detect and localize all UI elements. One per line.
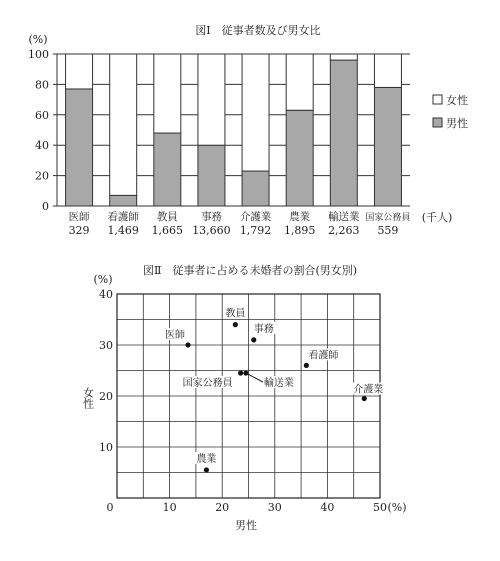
figure-2-points bbox=[162, 307, 385, 473]
point-label: 医師 bbox=[165, 330, 186, 341]
y-tick-label: 10 bbox=[99, 441, 113, 454]
bar-female-0 bbox=[66, 54, 93, 89]
data-point bbox=[233, 322, 238, 327]
x-category-label: 看護師 bbox=[107, 211, 139, 223]
data-point bbox=[238, 370, 243, 375]
figure-1-bars bbox=[66, 54, 402, 206]
point-label: 介護業 bbox=[353, 384, 384, 396]
x-tick-label: 30 bbox=[267, 501, 282, 514]
y-tick-label: 100 bbox=[28, 48, 49, 61]
figure-1-y-ticks bbox=[28, 48, 57, 213]
point-label: 事務 bbox=[253, 323, 274, 335]
figure-1-legend bbox=[433, 93, 468, 130]
x-category-label: 教員 bbox=[156, 211, 178, 223]
x-tick-label: 0 bbox=[106, 501, 114, 514]
bar-female-3 bbox=[198, 54, 225, 145]
x-category-label: 事務 bbox=[200, 211, 222, 223]
figure-1 bbox=[28, 23, 468, 237]
data-point bbox=[251, 337, 256, 342]
bar-female-6 bbox=[330, 54, 357, 60]
bar-male-7 bbox=[374, 87, 401, 206]
figure-2-title: 図Ⅱ 従事者に占める未婚者の割合(男女別) bbox=[142, 264, 358, 277]
bar-female-2 bbox=[154, 54, 181, 133]
legend-label-female: 女性 bbox=[446, 94, 468, 107]
data-point bbox=[204, 467, 209, 472]
bar-male-1 bbox=[110, 195, 137, 206]
figure-1-x-labels bbox=[69, 210, 411, 237]
x-count-label: 559 bbox=[377, 224, 399, 237]
x-tick-label: 20 bbox=[215, 501, 230, 514]
legend-label-male: 男性 bbox=[446, 117, 468, 130]
y-tick-label: 80 bbox=[35, 78, 49, 92]
y-tick-label: 60 bbox=[35, 108, 49, 122]
x-tick-label: 40 bbox=[320, 501, 335, 514]
x-category-label: 農業 bbox=[289, 211, 311, 223]
figure-2-ticks bbox=[99, 288, 387, 514]
bar-male-6 bbox=[330, 60, 357, 206]
y-tick-label: 0 bbox=[42, 200, 49, 213]
bar-female-5 bbox=[286, 54, 313, 110]
data-point bbox=[304, 363, 309, 368]
x-tick-label: 50 bbox=[373, 501, 387, 514]
point-label: 輸送業 bbox=[263, 378, 294, 390]
figure-1-y-unit: (%) bbox=[28, 33, 48, 46]
leader-line bbox=[248, 374, 263, 382]
x-count-label: 2,263 bbox=[328, 224, 360, 237]
figure-1-x-unit: (千人) bbox=[421, 211, 453, 224]
x-count-label: 1,792 bbox=[239, 224, 272, 237]
x-count-label: 1,665 bbox=[151, 224, 184, 237]
data-point bbox=[243, 370, 248, 375]
figure-2-x-label: 男性 bbox=[235, 519, 257, 532]
x-count-label: 13,660 bbox=[192, 224, 231, 237]
x-tick-label: 10 bbox=[162, 501, 177, 514]
x-category-label: 介護業 bbox=[239, 211, 272, 223]
bar-female-4 bbox=[242, 54, 269, 171]
point-label: 国家公務員 bbox=[182, 378, 233, 390]
x-category-label: 国家公務員 bbox=[365, 213, 411, 223]
figure-2-y-unit: (%) bbox=[93, 273, 113, 286]
figure-2-grid bbox=[117, 294, 380, 498]
point-label: 看護師 bbox=[308, 350, 339, 362]
y-tick-label: 20 bbox=[35, 169, 49, 183]
point-label: 教員 bbox=[225, 308, 246, 320]
x-category-label: 医師 bbox=[68, 211, 90, 223]
figure-1-title: 図Ⅰ 従事者数及び男女比 bbox=[195, 24, 321, 37]
y-tick-label: 40 bbox=[35, 139, 49, 153]
bar-female-7 bbox=[374, 54, 401, 87]
figure-2-x-unit: (%) bbox=[387, 501, 407, 514]
bar-male-3 bbox=[198, 145, 225, 206]
bar-male-2 bbox=[154, 133, 181, 206]
bar-male-0 bbox=[66, 89, 93, 206]
y-tick-label: 20 bbox=[99, 390, 113, 403]
x-category-label: 輸送業 bbox=[328, 211, 360, 223]
legend-swatch-male bbox=[433, 118, 442, 127]
y-tick-label: 30 bbox=[99, 339, 113, 352]
data-point bbox=[185, 342, 190, 347]
bar-female-1 bbox=[110, 54, 137, 195]
point-label: 農業 bbox=[196, 453, 217, 465]
figure-2 bbox=[82, 263, 407, 532]
x-count-label: 1,469 bbox=[107, 224, 139, 237]
figure-2-y-label: 女性 bbox=[81, 387, 95, 409]
y-tick-label: 40 bbox=[99, 288, 113, 301]
data-point bbox=[362, 396, 367, 401]
legend-swatch-female bbox=[433, 95, 442, 104]
bar-male-5 bbox=[286, 110, 313, 206]
x-count-label: 1,895 bbox=[283, 224, 316, 237]
x-count-label: 329 bbox=[68, 224, 90, 237]
bar-male-4 bbox=[242, 171, 269, 206]
